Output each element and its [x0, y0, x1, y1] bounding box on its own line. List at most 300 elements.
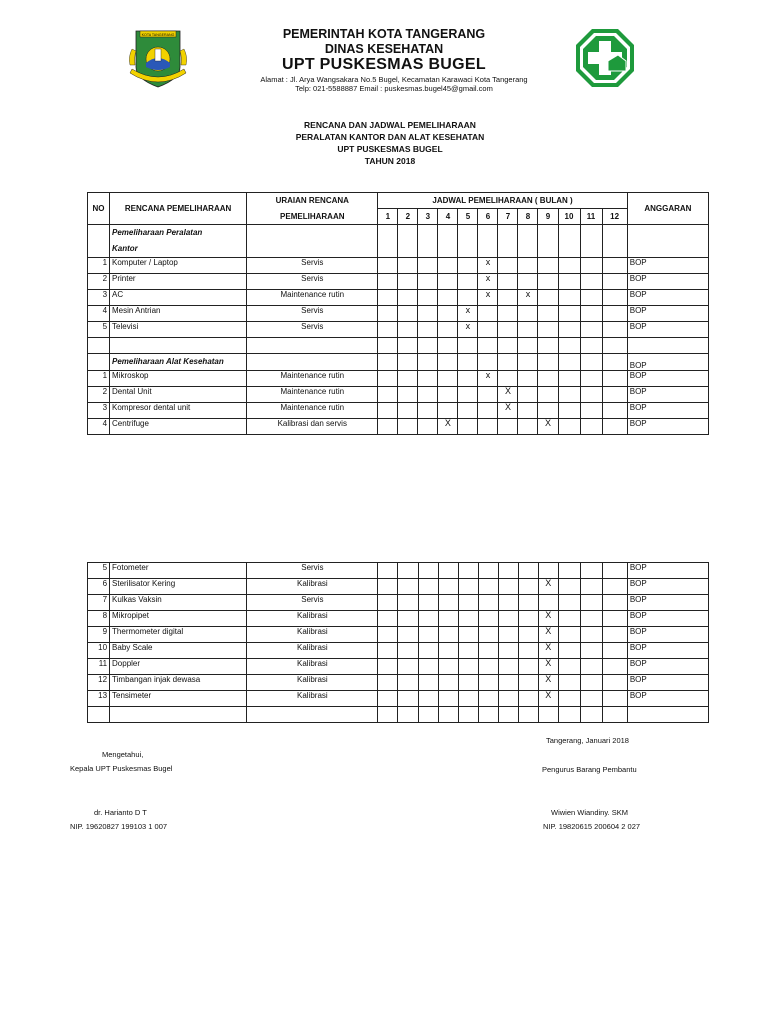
month-cell — [478, 691, 498, 707]
month-cell — [602, 707, 627, 723]
month-cell — [538, 595, 558, 611]
month-cell — [580, 371, 602, 387]
month-cell — [558, 322, 580, 338]
month-cell — [398, 579, 418, 595]
month-cell — [602, 691, 627, 707]
month-cell — [378, 627, 398, 643]
month-header-10: 10 — [558, 209, 580, 225]
month-cell — [602, 403, 627, 419]
month-cell — [378, 419, 398, 435]
month-cell — [458, 290, 478, 306]
month-cell — [458, 707, 478, 723]
month-cell — [378, 354, 398, 371]
month-cell — [498, 354, 518, 371]
month-cell — [518, 354, 538, 371]
month-header-7: 7 — [498, 209, 518, 225]
row-item: Mikropipet — [110, 611, 247, 627]
row-desc: Kalibrasi — [247, 643, 378, 659]
month-cell — [398, 419, 418, 435]
month-cell — [398, 290, 418, 306]
month-cell — [602, 290, 627, 306]
month-cell — [602, 419, 627, 435]
month-cell — [378, 322, 398, 338]
row-budget: BOP — [627, 627, 708, 643]
right-signer-role: Pengurus Barang Pembantu — [542, 765, 637, 774]
row-budget: BOP — [627, 290, 708, 306]
month-cell — [518, 595, 538, 611]
month-cell — [458, 675, 478, 691]
month-cell — [438, 387, 458, 403]
month-cell — [518, 659, 538, 675]
month-cell — [398, 659, 418, 675]
month-cell — [602, 595, 627, 611]
month-cell — [438, 563, 458, 579]
month-header-12: 12 — [602, 209, 627, 225]
row-desc: Kalibrasi — [247, 691, 378, 707]
month-cell — [580, 419, 602, 435]
month-cell — [438, 643, 458, 659]
month-cell — [558, 675, 580, 691]
month-cell — [378, 371, 398, 387]
month-cell — [458, 387, 478, 403]
month-cell — [418, 371, 438, 387]
month-cell — [478, 627, 498, 643]
col-desc-header-1: URAIAN RENCANA — [247, 193, 378, 209]
section-title-line2: Kantor — [112, 244, 138, 253]
month-cell — [458, 643, 478, 659]
row-item: Kulkas Vaksin — [110, 595, 247, 611]
month-cell — [538, 371, 558, 387]
left-signer-nip: NIP. 19620827 199103 1 007 — [70, 822, 168, 831]
doc-title-4: TAHUN 2018 — [364, 156, 416, 166]
month-cell: X — [538, 419, 558, 435]
month-cell — [438, 659, 458, 675]
table-row — [88, 403, 709, 419]
logo-banner-text: KOTA TANGERANG — [141, 33, 175, 37]
month-cell — [478, 354, 498, 371]
month-cell — [518, 675, 538, 691]
table-row — [88, 419, 709, 435]
month-cell — [518, 306, 538, 322]
month-cell — [458, 354, 478, 371]
month-cell: x — [478, 371, 498, 387]
month-cell — [518, 371, 538, 387]
month-cell — [418, 611, 438, 627]
month-cell — [498, 274, 518, 290]
month-cell — [602, 322, 627, 338]
month-cell — [398, 643, 418, 659]
month-cell — [498, 258, 518, 274]
month-header-4: 4 — [438, 209, 458, 225]
month-cell — [398, 595, 418, 611]
month-cell — [558, 611, 580, 627]
month-cell — [498, 306, 518, 322]
row-item: Dental Unit — [110, 387, 247, 403]
month-cell — [538, 258, 558, 274]
month-cell — [378, 611, 398, 627]
month-cell — [558, 225, 580, 258]
header-contact: Telp: 021-5588887 Email : puskesmas.bugel45@gmail.com — [295, 84, 493, 93]
month-cell — [518, 419, 538, 435]
month-cell — [418, 290, 438, 306]
section-title — [110, 225, 247, 258]
month-cell — [558, 419, 580, 435]
month-cell: X — [538, 643, 558, 659]
month-cell — [418, 691, 438, 707]
month-cell — [518, 225, 538, 258]
row-item: Thermometer digital — [110, 627, 247, 643]
month-cell — [418, 354, 438, 371]
month-cell: X — [498, 403, 518, 419]
table-row — [88, 322, 709, 338]
month-cell — [538, 707, 558, 723]
month-cell — [498, 322, 518, 338]
month-cell — [438, 675, 458, 691]
row-item: Fotometer — [110, 563, 247, 579]
month-cell — [580, 659, 602, 675]
month-cell — [498, 563, 518, 579]
maintenance-table-1 — [87, 192, 709, 435]
month-cell — [418, 387, 438, 403]
month-cell — [602, 643, 627, 659]
month-cell: x — [478, 274, 498, 290]
month-cell: x — [458, 306, 478, 322]
month-cell — [602, 627, 627, 643]
row-desc: Servis — [247, 322, 378, 338]
place-date: Tangerang, Januari 2018 — [546, 736, 629, 745]
month-cell — [580, 258, 602, 274]
month-cell — [498, 707, 518, 723]
table-row — [88, 371, 709, 387]
month-cell — [478, 419, 498, 435]
row-desc — [247, 225, 378, 258]
month-cell — [378, 675, 398, 691]
row-budget: BOP — [627, 306, 708, 322]
month-cell — [558, 354, 580, 371]
month-cell — [558, 579, 580, 595]
month-cell — [458, 659, 478, 675]
month-cell — [498, 419, 518, 435]
month-cell — [418, 225, 438, 258]
month-cell — [580, 338, 602, 354]
row-no — [88, 225, 110, 258]
row-no: 4 — [88, 419, 110, 435]
month-cell — [438, 579, 458, 595]
doc-title-2: PERALATAN KANTOR DAN ALAT KESEHATAN — [295, 132, 485, 142]
row-desc: Servis — [247, 258, 378, 274]
month-cell — [438, 290, 458, 306]
table-row — [88, 595, 709, 611]
month-cell — [398, 274, 418, 290]
row-budget: BOP — [627, 579, 708, 595]
month-cell — [580, 563, 602, 579]
month-cell — [558, 403, 580, 419]
header-institution: UPT PUSKESMAS BUGEL — [282, 56, 486, 73]
table-row — [88, 659, 709, 675]
month-cell — [580, 611, 602, 627]
row-no: 3 — [88, 403, 110, 419]
month-cell — [378, 643, 398, 659]
month-cell — [602, 387, 627, 403]
month-cell — [558, 643, 580, 659]
row-budget: BOP — [627, 675, 708, 691]
month-cell — [518, 643, 538, 659]
row-budget: BOP — [627, 611, 708, 627]
month-cell — [580, 387, 602, 403]
row-no: 3 — [88, 290, 110, 306]
month-cell — [418, 579, 438, 595]
row-desc: Kalibrasi — [247, 579, 378, 595]
month-cell — [418, 258, 438, 274]
month-cell — [498, 627, 518, 643]
month-cell — [378, 306, 398, 322]
month-cell — [378, 403, 398, 419]
month-cell — [378, 258, 398, 274]
month-cell — [438, 274, 458, 290]
month-cell — [438, 627, 458, 643]
row-no — [88, 338, 110, 354]
month-cell — [498, 371, 518, 387]
col-budget-header: ANGGARAN — [627, 193, 708, 225]
right-signer-name: Wiwien Wiandiny. SKM — [551, 808, 628, 817]
month-cell — [602, 675, 627, 691]
month-header-9: 9 — [538, 209, 558, 225]
month-cell — [538, 403, 558, 419]
row-budget: BOP — [627, 419, 708, 435]
month-cell — [538, 338, 558, 354]
header-government: PEMERINTAH KOTA TANGERANG — [282, 27, 486, 41]
month-cell — [418, 306, 438, 322]
month-cell — [538, 306, 558, 322]
month-cell — [498, 691, 518, 707]
month-cell — [398, 627, 418, 643]
month-cell — [602, 659, 627, 675]
month-cell — [398, 258, 418, 274]
row-budget: BOP — [627, 322, 708, 338]
row-no: 13 — [88, 691, 110, 707]
month-cell: x — [458, 322, 478, 338]
month-cell — [518, 579, 538, 595]
month-cell — [580, 643, 602, 659]
row-budget — [627, 225, 708, 258]
month-cell — [478, 306, 498, 322]
month-cell — [538, 354, 558, 371]
month-cell — [558, 659, 580, 675]
month-cell — [478, 322, 498, 338]
month-cell — [478, 643, 498, 659]
table-row — [88, 627, 709, 643]
month-cell — [498, 643, 518, 659]
row-no — [88, 354, 110, 371]
section-title — [110, 354, 247, 371]
row-desc: Maintenance rutin — [247, 403, 378, 419]
row-item — [110, 338, 247, 354]
month-cell — [538, 290, 558, 306]
month-cell — [458, 403, 478, 419]
month-cell — [458, 563, 478, 579]
row-item: Sterilisator Kering — [110, 579, 247, 595]
month-cell — [398, 611, 418, 627]
month-cell — [518, 322, 538, 338]
col-schedule-header: JADWAL PEMELIHARAAN ( BULAN ) — [378, 193, 627, 209]
month-cell — [580, 322, 602, 338]
month-cell — [438, 691, 458, 707]
month-cell — [518, 563, 538, 579]
doc-title-1: RENCANA DAN JADWAL PEMELIHARAAN — [304, 120, 476, 130]
acknowledged-label: Mengetahui, — [102, 750, 144, 759]
month-cell — [498, 659, 518, 675]
month-cell — [558, 274, 580, 290]
row-no: 6 — [88, 579, 110, 595]
row-item — [110, 707, 247, 723]
row-no: 2 — [88, 387, 110, 403]
month-cell — [418, 274, 438, 290]
month-cell — [478, 675, 498, 691]
month-header-1: 1 — [378, 209, 398, 225]
row-desc: Maintenance rutin — [247, 371, 378, 387]
month-cell — [580, 691, 602, 707]
row-budget: BOP — [627, 354, 708, 371]
month-cell — [478, 595, 498, 611]
month-header-6: 6 — [478, 209, 498, 225]
month-cell: X — [538, 579, 558, 595]
row-budget: BOP — [627, 563, 708, 579]
month-cell — [378, 387, 398, 403]
month-header-11: 11 — [580, 209, 602, 225]
left-signer-name: dr. Harianto D T — [94, 808, 147, 817]
month-cell — [602, 338, 627, 354]
month-cell — [398, 403, 418, 419]
month-cell — [498, 225, 518, 258]
row-no: 2 — [88, 274, 110, 290]
month-cell — [438, 611, 458, 627]
month-cell — [458, 274, 478, 290]
section-title-line1: Pemeliharaan Alat Kesehatan — [112, 357, 224, 366]
row-budget: BOP — [627, 403, 708, 419]
maintenance-table-2 — [87, 562, 709, 723]
row-no: 1 — [88, 371, 110, 387]
month-cell — [498, 579, 518, 595]
month-cell — [478, 403, 498, 419]
month-cell — [398, 691, 418, 707]
table-row — [88, 387, 709, 403]
month-cell — [458, 338, 478, 354]
row-budget — [627, 338, 708, 354]
month-cell — [458, 258, 478, 274]
table-row — [88, 354, 709, 371]
row-budget: BOP — [627, 274, 708, 290]
month-cell — [538, 387, 558, 403]
row-budget: BOP — [627, 691, 708, 707]
section-title-line1: Pemeliharaan Peralatan — [112, 228, 203, 237]
row-item: Komputer / Laptop — [110, 258, 247, 274]
month-cell — [478, 659, 498, 675]
month-cell — [602, 258, 627, 274]
month-cell — [580, 707, 602, 723]
month-cell — [558, 258, 580, 274]
row-desc: Kalibrasi — [247, 627, 378, 643]
month-cell — [458, 611, 478, 627]
row-no — [88, 707, 110, 723]
month-cell — [478, 611, 498, 627]
month-cell — [478, 338, 498, 354]
row-desc: Servis — [247, 563, 378, 579]
month-cell — [558, 306, 580, 322]
month-cell — [558, 691, 580, 707]
table-row — [88, 675, 709, 691]
month-cell — [538, 322, 558, 338]
month-cell — [418, 707, 438, 723]
row-item: Centrifuge — [110, 419, 247, 435]
month-cell — [458, 419, 478, 435]
month-cell — [398, 675, 418, 691]
month-cell — [518, 611, 538, 627]
month-cell: X — [538, 675, 558, 691]
month-cell — [398, 306, 418, 322]
month-cell — [558, 290, 580, 306]
month-cell — [438, 338, 458, 354]
table-row — [88, 691, 709, 707]
month-cell — [558, 371, 580, 387]
row-item: Printer — [110, 274, 247, 290]
month-cell — [418, 675, 438, 691]
row-no: 12 — [88, 675, 110, 691]
month-header-5: 5 — [458, 209, 478, 225]
month-cell — [498, 595, 518, 611]
month-cell — [580, 274, 602, 290]
month-cell — [418, 403, 438, 419]
month-cell — [558, 387, 580, 403]
month-cell: x — [478, 258, 498, 274]
month-cell — [458, 595, 478, 611]
month-cell — [478, 707, 498, 723]
month-cell — [458, 627, 478, 643]
month-cell — [438, 306, 458, 322]
month-cell — [378, 563, 398, 579]
row-desc: Maintenance rutin — [247, 290, 378, 306]
month-cell — [580, 595, 602, 611]
month-cell: x — [518, 290, 538, 306]
month-cell: X — [498, 387, 518, 403]
month-cell — [398, 707, 418, 723]
month-header-3: 3 — [418, 209, 438, 225]
month-cell — [538, 274, 558, 290]
month-cell — [438, 371, 458, 387]
month-cell — [438, 403, 458, 419]
month-cell — [438, 258, 458, 274]
table-row — [88, 225, 709, 258]
month-cell — [418, 643, 438, 659]
month-cell — [418, 322, 438, 338]
month-cell: X — [538, 611, 558, 627]
month-cell — [518, 707, 538, 723]
header-address: Alamat : Jl. Arya Wangsakara No.5 Bugel, Kecamatan Karawaci Kota Tangerang — [260, 75, 528, 84]
month-cell — [580, 306, 602, 322]
month-cell — [438, 225, 458, 258]
row-desc — [247, 354, 378, 371]
month-cell — [398, 338, 418, 354]
row-item: Kompresor dental unit — [110, 403, 247, 419]
table-row — [88, 563, 709, 579]
month-cell — [580, 354, 602, 371]
month-cell: x — [478, 290, 498, 306]
month-cell — [498, 338, 518, 354]
row-item: AC — [110, 290, 247, 306]
month-cell — [438, 707, 458, 723]
row-no: 5 — [88, 563, 110, 579]
month-cell — [518, 403, 538, 419]
row-budget: BOP — [627, 643, 708, 659]
